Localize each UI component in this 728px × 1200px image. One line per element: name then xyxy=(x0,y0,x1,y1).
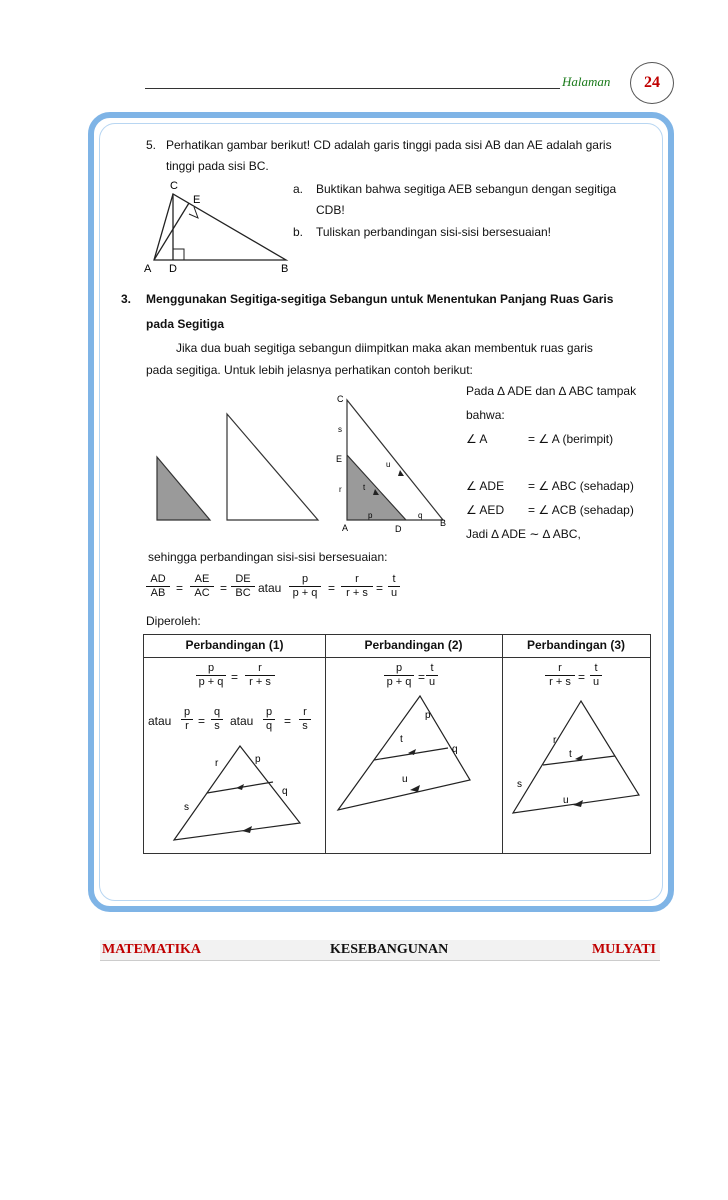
c3-label-s: s xyxy=(517,779,522,790)
diperoleh-label: Diperoleh: xyxy=(146,614,201,628)
c1-atau-1: atau xyxy=(148,714,172,728)
c3-label-t: t xyxy=(569,749,572,760)
c2-label-p: p xyxy=(425,710,431,721)
item5-b-line1: Tuliskan perbandingan sisi-sisi bersesuaian! xyxy=(316,225,552,239)
fig3-label-p: p xyxy=(368,511,373,520)
c3-label-r: r xyxy=(553,735,557,746)
fig3-label-t: t xyxy=(363,483,366,492)
ratio-atau: atau xyxy=(258,581,282,595)
item5-triangle-figure xyxy=(140,176,300,276)
c3-frac-r-rs: $\frac{r}{r + s}$ xyxy=(545,662,575,689)
item5-a-line1: Buktikan bahwa segitiga AEB sebangun dengan segitiga xyxy=(316,182,617,196)
fig3-label-e: E xyxy=(336,454,343,464)
ratio-intro: sehingga perbandingan sisi-sisi bersesuaian: xyxy=(148,550,388,564)
c2-label-q: q xyxy=(452,744,458,755)
fig3-label-r: r xyxy=(339,485,342,494)
angle3-right: = ∠ ACB (sehadap) xyxy=(528,503,634,517)
item5-a-line2: CDB! xyxy=(316,203,345,217)
c1-label-q: q xyxy=(282,786,288,797)
item5-a-label: a. xyxy=(293,182,304,196)
angle2-left: ∠ ADE xyxy=(466,479,505,493)
c2-label-t: t xyxy=(400,734,403,745)
fig3-label-c: C xyxy=(337,394,344,404)
item5-number: 5. xyxy=(146,138,157,152)
c3-eq: = xyxy=(578,670,586,684)
angle3-left: ∠ AED xyxy=(466,503,505,517)
c1-frac-p-r: $\frac{p}{r}$ xyxy=(181,706,193,733)
fig3-label-b: B xyxy=(440,518,447,528)
c1-atau-2: atau xyxy=(230,714,254,728)
fig5-label-a: A xyxy=(144,263,152,275)
c3-label-u: u xyxy=(563,795,569,806)
c2-frac-p-pq: $\frac{p}{p + q}$ xyxy=(384,662,414,689)
c1-frac-q-s: $\frac{q}{s}$ xyxy=(211,706,223,733)
c1-frac-r-rs: $\frac{r}{r + s}$ xyxy=(245,662,275,689)
header-label: Halaman xyxy=(562,74,611,89)
page-footer xyxy=(100,940,660,961)
item5-line1: Perhatikan gambar berikut! CD adalah garis tinggi pada sisi AB dan AE adalah garis xyxy=(166,138,612,152)
fig3-label-d: D xyxy=(395,524,402,534)
c3-triangle-figure xyxy=(505,695,645,820)
table-header-1: Perbandingan (1) xyxy=(185,638,284,652)
section3-para-line2: pada segitiga. Untuk lebih jelasnya perhatikan contoh berikut: xyxy=(146,363,473,377)
c1-eq-3: = xyxy=(284,714,292,728)
fig3-label-s: s xyxy=(338,425,342,434)
section3-title-line1: Menggunakan Segitiga-segitiga Sebangun untuk Menentukan Panjang Ruas Garis xyxy=(146,292,614,306)
c1-eq-2: = xyxy=(198,714,206,728)
ratio-eq-4: = xyxy=(376,581,384,595)
header-rule xyxy=(145,88,560,89)
fig5-label-e: E xyxy=(193,194,201,206)
ratio-eq-2: = xyxy=(220,581,228,595)
ratio-frac-p-pq: $\frac{p}{p + q}$ xyxy=(289,573,321,600)
c1-label-p: p xyxy=(255,754,261,765)
small-shaded-triangle xyxy=(150,452,220,526)
fig3-label-q: q xyxy=(418,511,423,520)
section3-right-line2: bahwa: xyxy=(466,408,505,422)
c1-frac-p-q: $\frac{p}{q}$ xyxy=(263,706,275,733)
c1-frac-p-pq: $\frac{p}{p + q}$ xyxy=(196,662,226,689)
table-header-3: Perbandingan (3) xyxy=(526,638,625,652)
c2-frac-t-u: $\frac{t}{u}$ xyxy=(426,662,438,689)
footer-right: MULYATI xyxy=(591,942,656,957)
section3-right-line1: Pada ∆ ADE dan ∆ ABC tampak xyxy=(466,384,637,398)
c1-frac-r-s: $\frac{r}{s}$ xyxy=(299,706,311,733)
section3-para-line1: Jika dua buah segitiga sebangun diimpitkan maka akan membentuk ruas garis xyxy=(176,341,593,355)
angle2-right: = ∠ ABC (sehadap) xyxy=(528,479,634,493)
c1-label-s: s xyxy=(184,802,189,813)
ratio-frac-de-bc: $\frac{DE}{BC}$ xyxy=(231,573,255,600)
c1-eq: = xyxy=(231,670,239,684)
c2-eq: = xyxy=(418,670,426,684)
fig5-label-d: D xyxy=(169,263,177,275)
item5-line2: tinggi pada sisi BC. xyxy=(166,159,269,173)
fig3-label-u: u xyxy=(386,460,391,469)
item5-b-label: b. xyxy=(293,225,304,239)
c2-label-u: u xyxy=(402,774,408,785)
footer-left: MATEMATIKA xyxy=(102,942,202,957)
section3-number: 3. xyxy=(121,292,132,306)
fig3-label-a: A xyxy=(342,523,349,533)
c3-frac-t-u: $\frac{t}{u}$ xyxy=(590,662,602,689)
ratio-frac-t-u: $\frac{t}{u}$ xyxy=(388,573,400,600)
angle1-right: = ∠ A (berimpit) xyxy=(528,432,614,446)
ratio-frac-ad-ab: $\frac{AD}{AB}$ xyxy=(146,573,170,600)
table-header-2: Perbandingan (2) xyxy=(364,638,463,652)
c2-triangle-figure xyxy=(330,690,480,820)
large-white-triangle xyxy=(222,410,322,526)
footer-center: KESEBANGUNAN xyxy=(330,942,449,957)
ratio-eq-1: = xyxy=(176,581,184,595)
ratio-eq-3: = xyxy=(328,581,336,595)
page-number: 24 xyxy=(644,74,660,91)
ratio-frac-r-rs: $\frac{r}{r + s}$ xyxy=(341,573,373,600)
fig5-label-c: C xyxy=(170,180,178,192)
angle1-left: ∠ A xyxy=(466,432,488,446)
c1-label-r: r xyxy=(215,758,219,769)
section3-title-line2: pada Segitiga xyxy=(146,317,225,331)
page-number-badge xyxy=(630,62,674,104)
overlapping-triangles-figure xyxy=(330,390,455,535)
fig5-label-b: B xyxy=(281,263,289,275)
c1-triangle-figure xyxy=(170,740,310,844)
similarity-conclusion: Jadi ∆ ADE ∼ ∆ ABC, xyxy=(466,527,581,541)
ratio-frac-ae-ac: $\frac{AE}{AC}$ xyxy=(190,573,214,600)
